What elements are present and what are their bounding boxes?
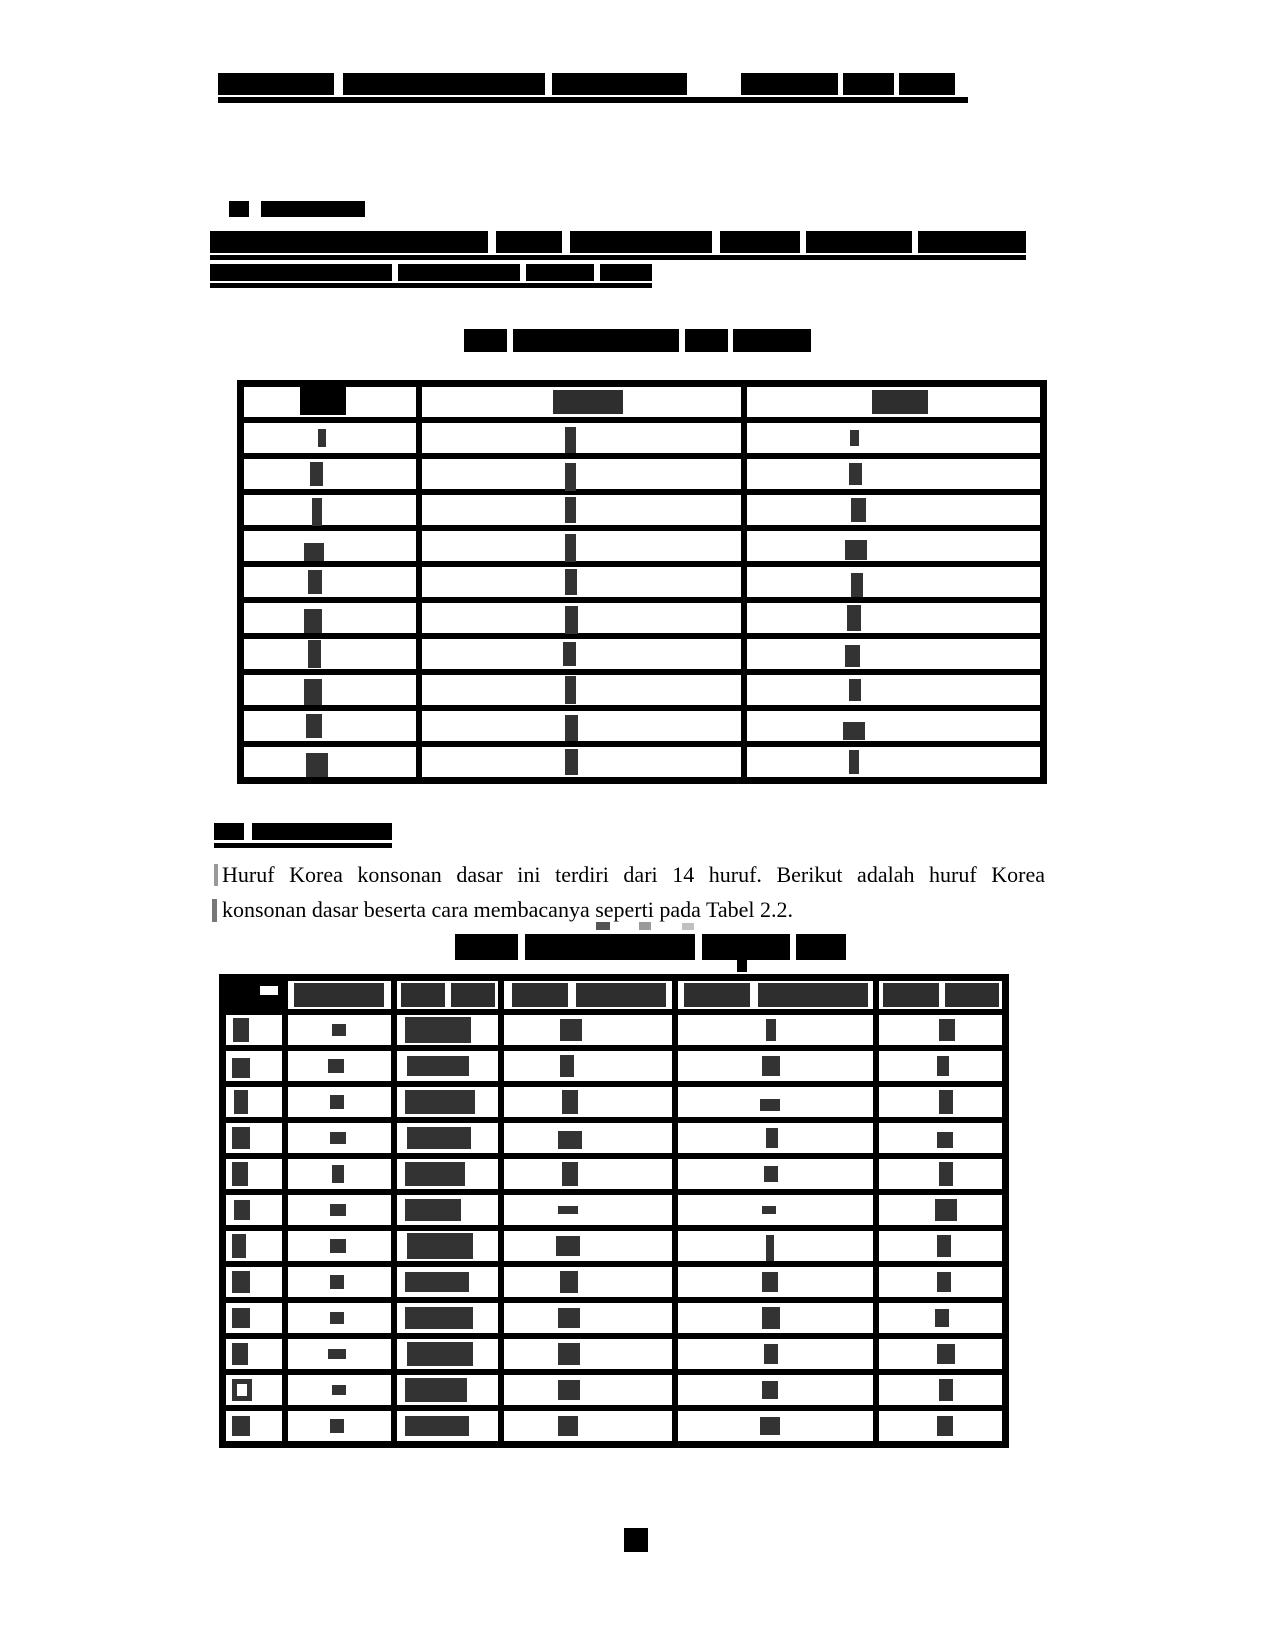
- section-a-text-redacted-bar: [210, 255, 1026, 260]
- table-cell: [226, 1267, 282, 1297]
- cell-glyph-block: [565, 606, 578, 634]
- cell-glyph-block: [318, 429, 326, 447]
- table-cell: [747, 459, 1040, 489]
- table-cell: [226, 1051, 282, 1081]
- section-a-text-redacted-bar: [600, 264, 652, 281]
- cell-glyph-block: [330, 1312, 344, 1324]
- table-cell: [422, 459, 741, 489]
- table-cell: [504, 1411, 672, 1441]
- cell-glyph-block: [304, 609, 322, 633]
- table-cell: [747, 423, 1040, 453]
- cell-glyph-block: [304, 679, 322, 705]
- cell-glyph-block: [764, 1166, 778, 1182]
- table-cell: [879, 1339, 1002, 1369]
- cell-glyph-block: [565, 749, 578, 775]
- table-cell: [226, 1339, 282, 1369]
- caption-2-smudges-bar: [596, 922, 610, 930]
- table-cell: [678, 1303, 873, 1333]
- table-cell: [397, 1303, 498, 1333]
- page-title-redacted-bar: [552, 73, 687, 95]
- table-cell: [422, 567, 741, 597]
- cell-glyph-block: [851, 573, 863, 597]
- section-a-text-redacted-bar: [210, 283, 652, 288]
- header-glyph-block: [300, 385, 346, 415]
- cell-glyph-block: [849, 463, 862, 485]
- table-cell: [288, 1159, 391, 1189]
- cell-glyph-block: [558, 1131, 582, 1149]
- header-glyph-block: [401, 983, 445, 1007]
- cell-glyph-block: [330, 1132, 346, 1144]
- table-cell: [747, 711, 1040, 741]
- table-cell: [879, 1159, 1002, 1189]
- table-cell: [288, 1303, 391, 1333]
- table-cell: [678, 1051, 873, 1081]
- cell-glyph-block: [766, 1019, 776, 1041]
- table-cell: [288, 1087, 391, 1117]
- cell-glyph-block: [760, 1417, 780, 1435]
- cell-glyph-block: [232, 1308, 250, 1328]
- section-a-text-redacted-bar: [570, 231, 712, 253]
- cell-glyph-block: [565, 676, 576, 704]
- cell-glyph-block: [405, 1307, 473, 1329]
- cell-glyph-block: [762, 1381, 778, 1399]
- section-b-heading-redacted-bar: [214, 843, 392, 848]
- table-1-caption-redacted-bar: [685, 329, 728, 352]
- cell-glyph-block: [330, 1275, 344, 1289]
- cell-glyph-block: [232, 1234, 246, 1258]
- header-cell: [747, 387, 1040, 417]
- table-cell: [678, 1339, 873, 1369]
- table-cell: [226, 1015, 282, 1045]
- section-b-heading-redacted-bar: [214, 823, 244, 840]
- cell-glyph-block: [762, 1272, 778, 1292]
- cell-glyph-block: [312, 498, 322, 526]
- table-cell: [504, 1303, 672, 1333]
- cell-glyph-block: [935, 1309, 949, 1327]
- cell-glyph-block: [565, 715, 578, 741]
- table-cell: [422, 495, 741, 525]
- cell-glyph-block: [937, 1235, 951, 1257]
- header-cell: [504, 981, 672, 1009]
- table-cell: [397, 1123, 498, 1153]
- section-a-text-redacted-bar: [496, 231, 562, 253]
- table-cell: [244, 459, 416, 489]
- table-cell: [422, 675, 741, 705]
- cell-glyph-block: [558, 1416, 578, 1436]
- glyph-hole: [237, 1384, 247, 1396]
- cell-glyph-block: [762, 1206, 776, 1214]
- page-title-redacted-bar: [899, 73, 955, 95]
- section-a-text-redacted-bar: [526, 264, 594, 281]
- cell-glyph-block: [845, 645, 860, 667]
- table-cell: [504, 1123, 672, 1153]
- cell-glyph-block: [845, 540, 867, 560]
- table-cell: [504, 1231, 672, 1261]
- cell-glyph-block: [405, 1017, 471, 1043]
- cell-glyph-block: [937, 1344, 955, 1364]
- table-cell: [422, 639, 741, 669]
- table-cell: [678, 1015, 873, 1045]
- cell-glyph-block: [565, 463, 576, 491]
- table-cell: [226, 1231, 282, 1261]
- cell-glyph-block: [937, 1132, 953, 1148]
- table-cell: [397, 1267, 498, 1297]
- cell-glyph-block: [332, 1385, 346, 1395]
- table-cell: [226, 1087, 282, 1117]
- table-cell: [422, 423, 741, 453]
- page-title-redacted-bar: [843, 73, 894, 95]
- cell-glyph-block: [330, 1419, 344, 1433]
- paragraph-margin-marks-bar: [214, 864, 218, 886]
- table-cell: [288, 1375, 391, 1405]
- header-glyph-block: [945, 983, 999, 1007]
- cell-glyph-block: [328, 1059, 344, 1073]
- table-cell: [397, 1051, 498, 1081]
- table-cell: [678, 1159, 873, 1189]
- cell-glyph-block: [232, 1343, 248, 1365]
- cell-glyph-block: [304, 543, 324, 561]
- table-cell: [678, 1087, 873, 1117]
- table-cell: [879, 1051, 1002, 1081]
- table-cell: [747, 639, 1040, 669]
- cell-glyph-block: [330, 1239, 346, 1253]
- cell-glyph-block: [563, 642, 576, 666]
- table-cell: [747, 531, 1040, 561]
- paragraph-konsonan: [222, 857, 1045, 927]
- cell-glyph-block: [407, 1127, 471, 1149]
- cell-glyph-block: [558, 1343, 580, 1365]
- cell-glyph-block: [935, 1199, 957, 1221]
- table-2-caption-redacted-bar: [702, 934, 790, 960]
- cell-glyph-block: [310, 462, 323, 486]
- cell-glyph-block: [760, 1099, 780, 1111]
- table-cell: [678, 1231, 873, 1261]
- table-2-caption-redacted-bar: [737, 960, 747, 972]
- table-cell: [504, 1159, 672, 1189]
- cell-glyph-block: [232, 1162, 248, 1186]
- cell-glyph-block: [407, 1056, 469, 1076]
- section-b-heading-redacted-bar: [252, 823, 392, 840]
- cell-glyph-block: [405, 1378, 467, 1402]
- page-number-block-bar: [624, 1528, 648, 1552]
- table-cell: [747, 495, 1040, 525]
- section-a-text-redacted-bar: [720, 231, 800, 253]
- table-cell: [747, 567, 1040, 597]
- header-cell: [678, 981, 873, 1009]
- consonant-table: [219, 974, 1009, 1448]
- cell-glyph-block: [847, 605, 861, 631]
- table-cell: [244, 675, 416, 705]
- table-cell: [397, 1231, 498, 1261]
- header-cell: [397, 981, 498, 1009]
- table-cell: [397, 1375, 498, 1405]
- caption-2-smudges-bar: [682, 923, 694, 930]
- table-cell: [879, 1411, 1002, 1441]
- cell-glyph-block: [234, 1200, 250, 1220]
- table-cell: [879, 1231, 1002, 1261]
- cell-glyph-block: [939, 1090, 953, 1114]
- cell-glyph-block: [937, 1056, 949, 1076]
- table-cell: [244, 495, 416, 525]
- header-cell: [879, 981, 1002, 1009]
- table-cell: [288, 1339, 391, 1369]
- cell-glyph-block: [565, 569, 577, 595]
- table-cell: [288, 1267, 391, 1297]
- header-glyph-block: [553, 390, 623, 414]
- table-cell: [244, 603, 416, 633]
- cell-glyph-block: [558, 1380, 580, 1400]
- cell-glyph-block: [762, 1056, 780, 1076]
- table-cell: [879, 1195, 1002, 1225]
- cell-glyph-block: [851, 498, 866, 522]
- cell-glyph-block: [558, 1308, 580, 1328]
- paragraph-line-2: konsonan dasar beserta cara membacanya seperti pada Tabel 2.2.: [222, 897, 794, 922]
- section-a-text-redacted-bar: [806, 231, 912, 253]
- table-cell: [879, 1087, 1002, 1117]
- cell-glyph-block: [562, 1090, 578, 1114]
- cell-glyph-block: [849, 750, 859, 774]
- table-cell: [678, 1375, 873, 1405]
- paragraph-margin-marks-bar: [212, 899, 217, 922]
- cell-glyph-block: [849, 679, 861, 701]
- cell-glyph-block: [939, 1162, 953, 1186]
- table-cell: [678, 1123, 873, 1153]
- cell-glyph-block: [556, 1236, 580, 1256]
- cell-glyph-block: [560, 1271, 578, 1293]
- header-glyph-block: [451, 983, 495, 1007]
- table-cell: [747, 603, 1040, 633]
- cell-glyph-block: [233, 1018, 249, 1042]
- cell-glyph-block: [308, 640, 321, 668]
- page-title-redacted-bar: [218, 97, 968, 103]
- header-cell: [288, 981, 391, 1009]
- table-cell: [244, 423, 416, 453]
- table-1-caption-redacted-bar: [464, 329, 507, 352]
- table-cell: [397, 1159, 498, 1189]
- table-cell: [288, 1015, 391, 1045]
- table-cell: [504, 1015, 672, 1045]
- table-cell: [879, 1015, 1002, 1045]
- table-cell: [397, 1015, 498, 1045]
- cell-glyph-block: [850, 430, 859, 446]
- cell-glyph-block: [232, 1379, 252, 1401]
- header-notch: [260, 986, 278, 995]
- cell-glyph-block: [939, 1379, 953, 1401]
- section-a-text-redacted-bar: [398, 264, 520, 281]
- header-glyph-block: [758, 983, 868, 1007]
- cell-glyph-block: [232, 1058, 250, 1078]
- cell-glyph-block: [762, 1307, 780, 1329]
- table-cell: [288, 1123, 391, 1153]
- table-cell: [226, 1195, 282, 1225]
- table-cell: [422, 747, 741, 777]
- cell-glyph-block: [405, 1090, 475, 1114]
- table-cell: [678, 1195, 873, 1225]
- header-cell: [422, 387, 741, 417]
- table-cell: [397, 1339, 498, 1369]
- table-cell: [226, 1411, 282, 1441]
- cell-glyph-block: [405, 1199, 461, 1221]
- cell-glyph-block: [558, 1206, 578, 1214]
- cell-glyph-block: [939, 1019, 955, 1041]
- cell-glyph-block: [565, 534, 576, 562]
- table-cell: [288, 1231, 391, 1261]
- table-1-caption-redacted-bar: [733, 329, 811, 352]
- cell-glyph-block: [937, 1416, 953, 1436]
- section-a-text-redacted-bar: [918, 231, 1026, 253]
- table-cell: [244, 639, 416, 669]
- table-cell: [226, 1375, 282, 1405]
- header-glyph-block: [512, 983, 568, 1007]
- cell-glyph-block: [330, 1095, 344, 1109]
- table-cell: [422, 711, 741, 741]
- cell-glyph-block: [565, 427, 576, 453]
- table-cell: [504, 1267, 672, 1297]
- section-a-heading-redacted-bar: [261, 201, 365, 217]
- section-a-text-redacted-bar: [210, 264, 392, 281]
- table-cell: [288, 1195, 391, 1225]
- cell-glyph-block: [562, 1162, 578, 1186]
- header-glyph-block: [684, 983, 750, 1007]
- table-cell: [504, 1375, 672, 1405]
- table-cell: [504, 1195, 672, 1225]
- cell-glyph-block: [308, 570, 322, 594]
- page-title-redacted-bar: [343, 73, 545, 95]
- table-cell: [397, 1411, 498, 1441]
- cell-glyph-block: [405, 1162, 465, 1186]
- table-cell: [678, 1267, 873, 1297]
- table-2-caption-redacted-bar: [455, 934, 518, 960]
- paragraph-line-1: Huruf Korea konsonan dasar ini terdiri dari 14 huruf. Berikut adalah huruf Korea: [222, 862, 1045, 887]
- table-2-caption-redacted-bar: [525, 934, 695, 960]
- table-cell: [747, 747, 1040, 777]
- table-cell: [678, 1411, 873, 1441]
- table-cell: [504, 1339, 672, 1369]
- table-cell: [879, 1123, 1002, 1153]
- cell-glyph-block: [330, 1204, 346, 1216]
- table-cell: [244, 711, 416, 741]
- table-cell: [288, 1051, 391, 1081]
- cell-glyph-block: [565, 497, 576, 523]
- table-cell: [288, 1411, 391, 1441]
- cell-glyph-block: [407, 1342, 473, 1366]
- table-cell: [244, 531, 416, 561]
- table-cell: [422, 603, 741, 633]
- vowel-table: [237, 380, 1047, 784]
- cell-glyph-block: [407, 1233, 473, 1259]
- section-a-heading-redacted-bar: [229, 201, 249, 217]
- table-cell: [422, 531, 741, 561]
- header-glyph-block: [576, 983, 666, 1007]
- cell-glyph-block: [332, 1024, 346, 1036]
- header-glyph-block: [294, 983, 384, 1007]
- cell-glyph-block: [937, 1272, 951, 1292]
- table-cell: [397, 1087, 498, 1117]
- cell-glyph-block: [332, 1165, 344, 1183]
- cell-glyph-block: [405, 1416, 469, 1436]
- table-cell: [226, 1123, 282, 1153]
- table-cell: [504, 1051, 672, 1081]
- header-cell: [244, 387, 416, 417]
- cell-glyph-block: [232, 1416, 250, 1436]
- table-cell: [397, 1195, 498, 1225]
- cell-glyph-block: [764, 1344, 778, 1364]
- table-cell: [244, 747, 416, 777]
- table-cell: [879, 1303, 1002, 1333]
- cell-glyph-block: [232, 1127, 250, 1149]
- table-cell: [504, 1087, 672, 1117]
- cell-glyph-block: [328, 1349, 346, 1359]
- header-cell: [226, 981, 282, 1009]
- table-cell: [226, 1159, 282, 1189]
- header-glyph-block: [883, 983, 939, 1007]
- cell-glyph-block: [766, 1128, 778, 1148]
- table-2-caption-redacted-bar: [796, 934, 846, 960]
- table-1-caption-redacted-bar: [513, 329, 679, 352]
- table-cell: [226, 1303, 282, 1333]
- cell-glyph-block: [843, 722, 865, 740]
- page-title-redacted-bar: [741, 73, 838, 95]
- cell-glyph-block: [306, 714, 322, 738]
- table-cell: [244, 567, 416, 597]
- table-cell: [879, 1267, 1002, 1297]
- cell-glyph-block: [234, 1090, 248, 1114]
- cell-glyph-block: [306, 753, 328, 777]
- caption-2-smudges-bar: [639, 922, 651, 930]
- page-title-redacted-bar: [218, 73, 334, 95]
- section-a-text-redacted-bar: [210, 231, 488, 253]
- cell-glyph-block: [232, 1271, 250, 1293]
- table-cell: [879, 1375, 1002, 1405]
- cell-glyph-block: [560, 1019, 582, 1041]
- table-cell: [747, 675, 1040, 705]
- cell-glyph-block: [560, 1055, 574, 1077]
- cell-glyph-block: [405, 1272, 469, 1292]
- cell-glyph-block: [766, 1235, 774, 1261]
- header-glyph-block: [872, 390, 928, 414]
